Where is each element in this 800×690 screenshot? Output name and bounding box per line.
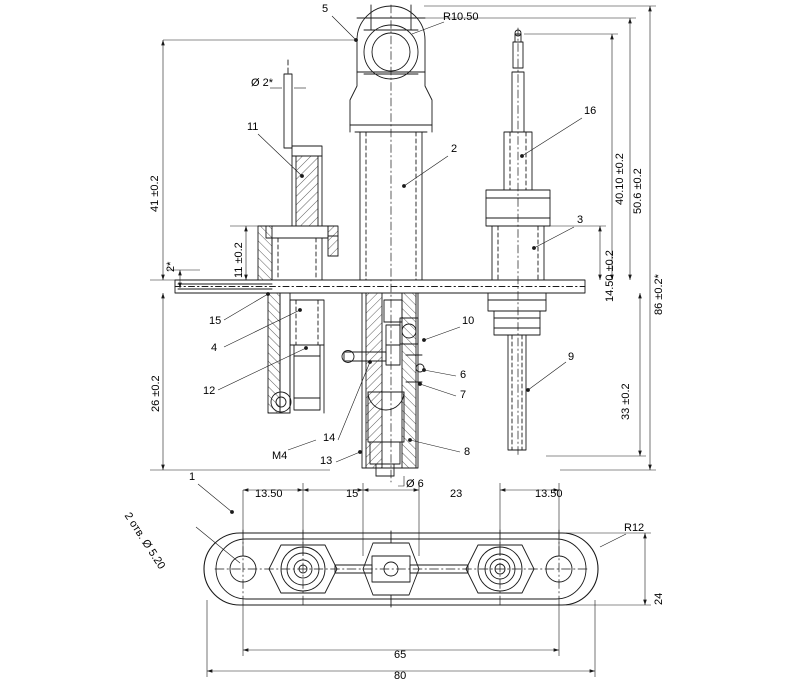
part-label-11: 11 <box>247 121 259 133</box>
dimension-m4: M4 <box>272 450 288 462</box>
dimension-dia-6: Ø 6 <box>406 478 424 490</box>
dimension-26: 26 ±0.2 <box>150 375 162 412</box>
dimension-40-10: 40.10 ±0.2 <box>614 153 626 205</box>
dimension-33: 33 ±0.2 <box>620 383 632 420</box>
part-label-5: 5 <box>322 3 329 15</box>
dimension-24: 24 <box>653 592 665 605</box>
dimension-65: 65 <box>394 649 407 661</box>
dimension-50-6: 50.6 ±0.2 <box>632 168 644 214</box>
dimension-r10-50: R10.50 <box>443 11 479 23</box>
dimension-13-50-left: 13.50 <box>255 488 283 500</box>
part-label-13: 13 <box>320 455 333 467</box>
dimension-86: 86 ±0.2* <box>653 274 665 315</box>
part-label-9: 9 <box>568 351 575 363</box>
dimension-23: 23 <box>450 488 463 500</box>
dimension-dia-2: Ø 2* <box>251 77 274 89</box>
dimension-41: 41 ±0.2 <box>149 175 161 212</box>
dimension-80: 80 <box>394 670 407 682</box>
part-label-4: 4 <box>211 342 218 354</box>
dimension-2-star: 2* <box>165 261 177 272</box>
dimension-11: 11 ±0.2 <box>233 242 245 278</box>
part-label-16: 16 <box>584 105 597 117</box>
dimension-13-50-right: 13.50 <box>535 488 563 500</box>
part-label-15: 15 <box>209 315 222 327</box>
part-label-2: 2 <box>451 143 458 155</box>
part-label-14: 14 <box>323 432 336 444</box>
front-view-geometry <box>175 5 598 608</box>
part-label-7: 7 <box>460 389 467 401</box>
part-label-3: 3 <box>577 214 584 226</box>
note-2-holes-dia-5-20: 2 отв. Ø 5.20 <box>121 510 168 572</box>
dimension-14-50: 14.50 ±0.2 <box>604 250 616 302</box>
part-label-12: 12 <box>203 385 216 397</box>
dimension-15: 15 <box>346 488 359 500</box>
part-label-6: 6 <box>460 369 467 381</box>
part-label-1: 1 <box>189 471 196 483</box>
part-label-10: 10 <box>462 315 475 327</box>
dimension-r12: R12 <box>624 522 645 534</box>
part-label-8: 8 <box>464 446 471 458</box>
